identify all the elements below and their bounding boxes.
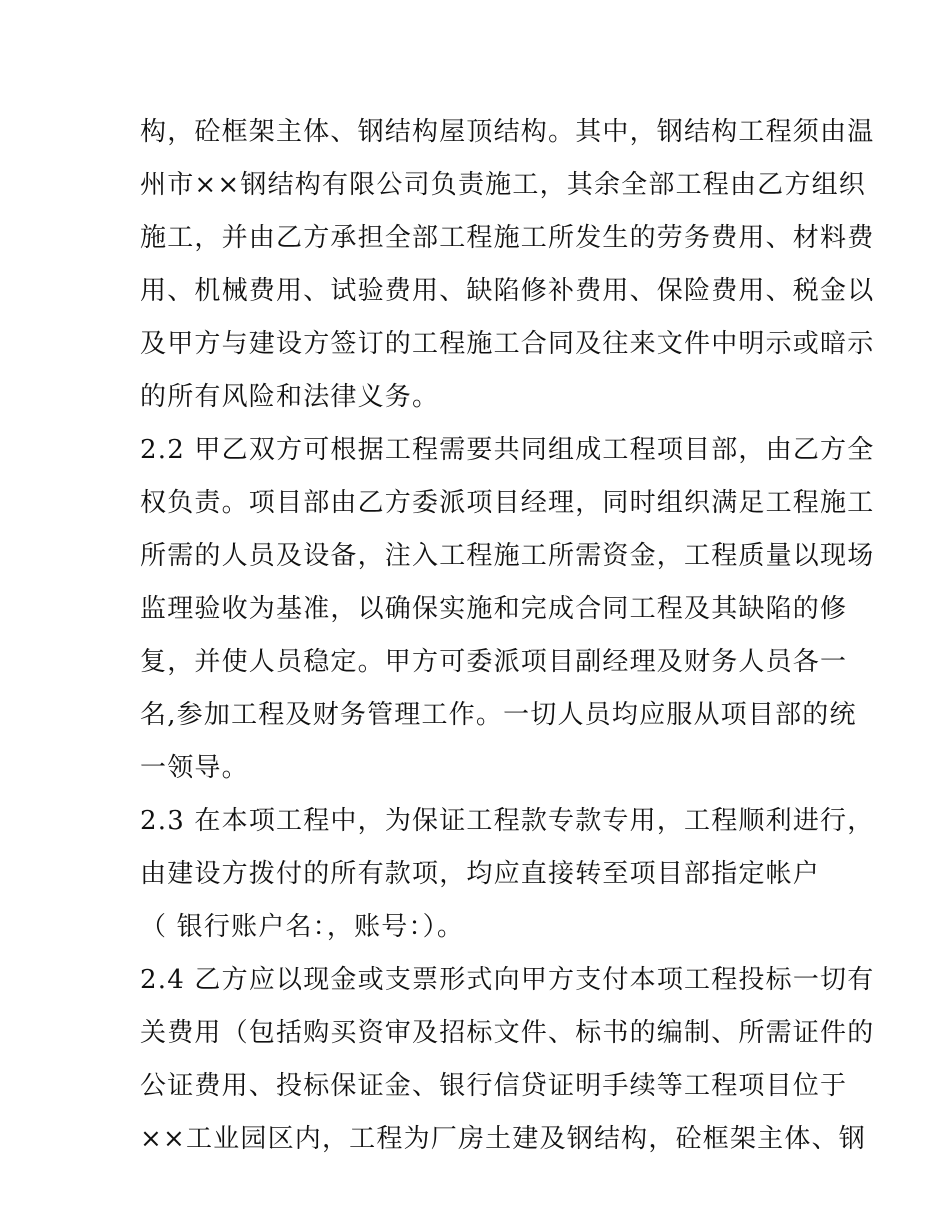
section-2-2-line-6: 名,参加工程及财务管理工作。一切人员均应服从项目部的统 bbox=[140, 700, 857, 730]
section-2-3-line-1: 2.3 在本项工程中，为保证工程款专款专用，工程顺利进行， bbox=[140, 806, 875, 836]
section-2-2-line-7: 一领导。 bbox=[140, 753, 249, 783]
text-line-6: 的所有风险和法律义务。 bbox=[140, 382, 440, 412]
section-2-4-line-4: ××工业园区内，工程为厂房土建及钢结构，砼框架主体、钢 bbox=[140, 1124, 866, 1154]
section-2-2-line-3: 所需的人员及设备，注入工程施工所需资金，工程质量以现场 bbox=[140, 541, 875, 571]
section-2-2-line-1: 2.2 甲乙双方可根据工程需要共同组成工程项目部，由乙方全 bbox=[140, 435, 875, 465]
text-line-1: 构，砼框架主体、钢结构屋顶结构。其中，钢结构工程须由温 bbox=[140, 117, 875, 147]
section-2-2-line-4: 监理验收为基准，以确保实施和完成合同工程及其缺陷的修 bbox=[140, 594, 848, 624]
section-2-4-line-3: 公证费用、投标保证金、银行信贷证明手续等工程项目位于 bbox=[140, 1071, 848, 1101]
section-2-3-line-2: 由建设方拨付的所有款项，均应直接转至项目部指定帐户 bbox=[140, 859, 821, 889]
text-line-2: 州市××钢结构有限公司负责施工，其余全部工程由乙方组织 bbox=[140, 170, 866, 200]
section-2-2-line-2: 权负责。项目部由乙方委派项目经理，同时组织满足工程施工 bbox=[140, 488, 875, 518]
section-2-4-line-1: 2.4 乙方应以现金或支票形式向甲方支付本项工程投标一切有 bbox=[140, 965, 875, 995]
text-line-4: 用、机械费用、试验费用、缺陷修补费用、保险费用、税金以 bbox=[140, 276, 875, 306]
section-2-3-line-3: （ 银行账户名：，账号：）。 bbox=[140, 912, 465, 942]
text-line-3: 施工，并由乙方承担全部工程施工所发生的劳务费用、材料费 bbox=[140, 223, 875, 253]
section-2-4-line-2: 关费用（包括购买资审及招标文件、标书的编制、所需证件的 bbox=[140, 1018, 875, 1048]
section-2-2-line-5: 复，并使人员稳定。甲方可委派项目副经理及财务人员各一 bbox=[140, 647, 848, 677]
text-line-5: 及甲方与建设方签订的工程施工合同及往来文件中明示或暗示 bbox=[140, 329, 875, 359]
